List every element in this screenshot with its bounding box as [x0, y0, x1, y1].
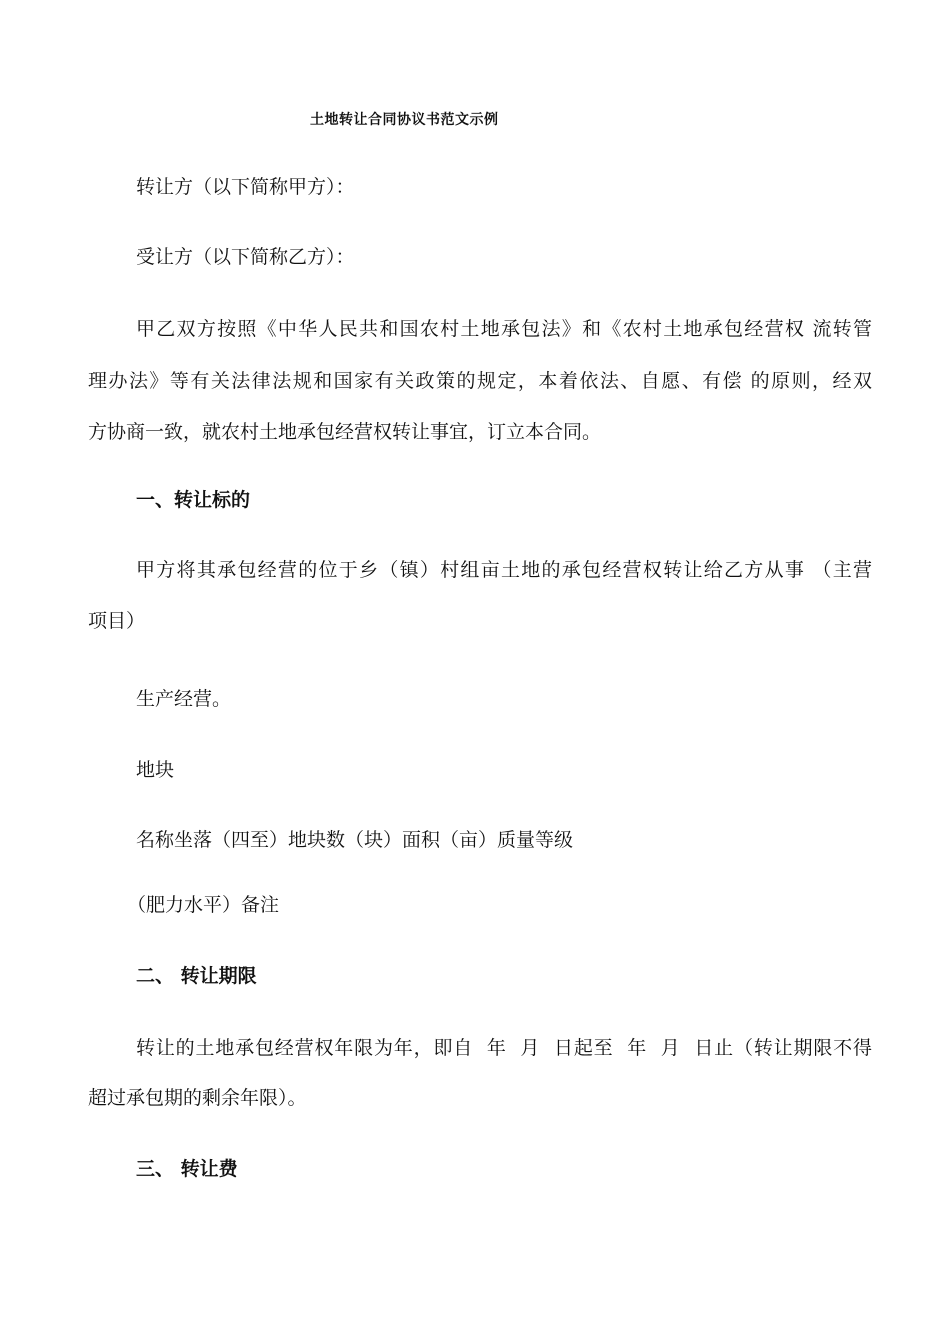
intro-line-1: 甲乙双方按照《中华人民共和国农村土地承包法》和《农村土地承包经营权 流转管 [136, 318, 872, 340]
production-line: 生产经营。 [136, 688, 232, 710]
intro-line-3: 方协商一致，就农村土地承包经营权转让事宜，订立本合同。 [88, 421, 602, 443]
intro-line-2: 理办法》等有关法律法规和国家有关政策的规定，本着依法、自愿、有偿 的原则，经双 [88, 370, 872, 392]
plot-line: 地块 [136, 759, 175, 781]
plot-columns-line: 名称坐落（四至）地块数（块）面积（亩）质量等级 [136, 829, 574, 851]
section2-para-line-2: 超过承包期的剩余年限）。 [88, 1087, 307, 1109]
fertility-line: （肥力水平）备注 [127, 894, 280, 916]
section1-para-line-2: 项目） [88, 610, 146, 632]
section-heading-3: 三、 转让费 [136, 1158, 238, 1180]
section1-para-line-1: 甲方将其承包经营的位于乡（镇）村组亩土地的承包经营权转让给乙方从事 （主营 [136, 559, 872, 581]
transferee-line: 受让方（以下简称乙方）： [136, 246, 355, 268]
transferor-line: 转让方（以下简称甲方）： [136, 176, 355, 198]
section-heading-1: 一、转让标的 [136, 489, 251, 511]
document-title: 土地转让合同协议书范文示例 [310, 112, 499, 128]
section-heading-2: 二、 转让期限 [136, 965, 257, 987]
section2-para-line-1: 转让的土地承包经营权年限为年，即自 年 月 日起至 年 月 日止（转让期限不得 [136, 1037, 872, 1059]
